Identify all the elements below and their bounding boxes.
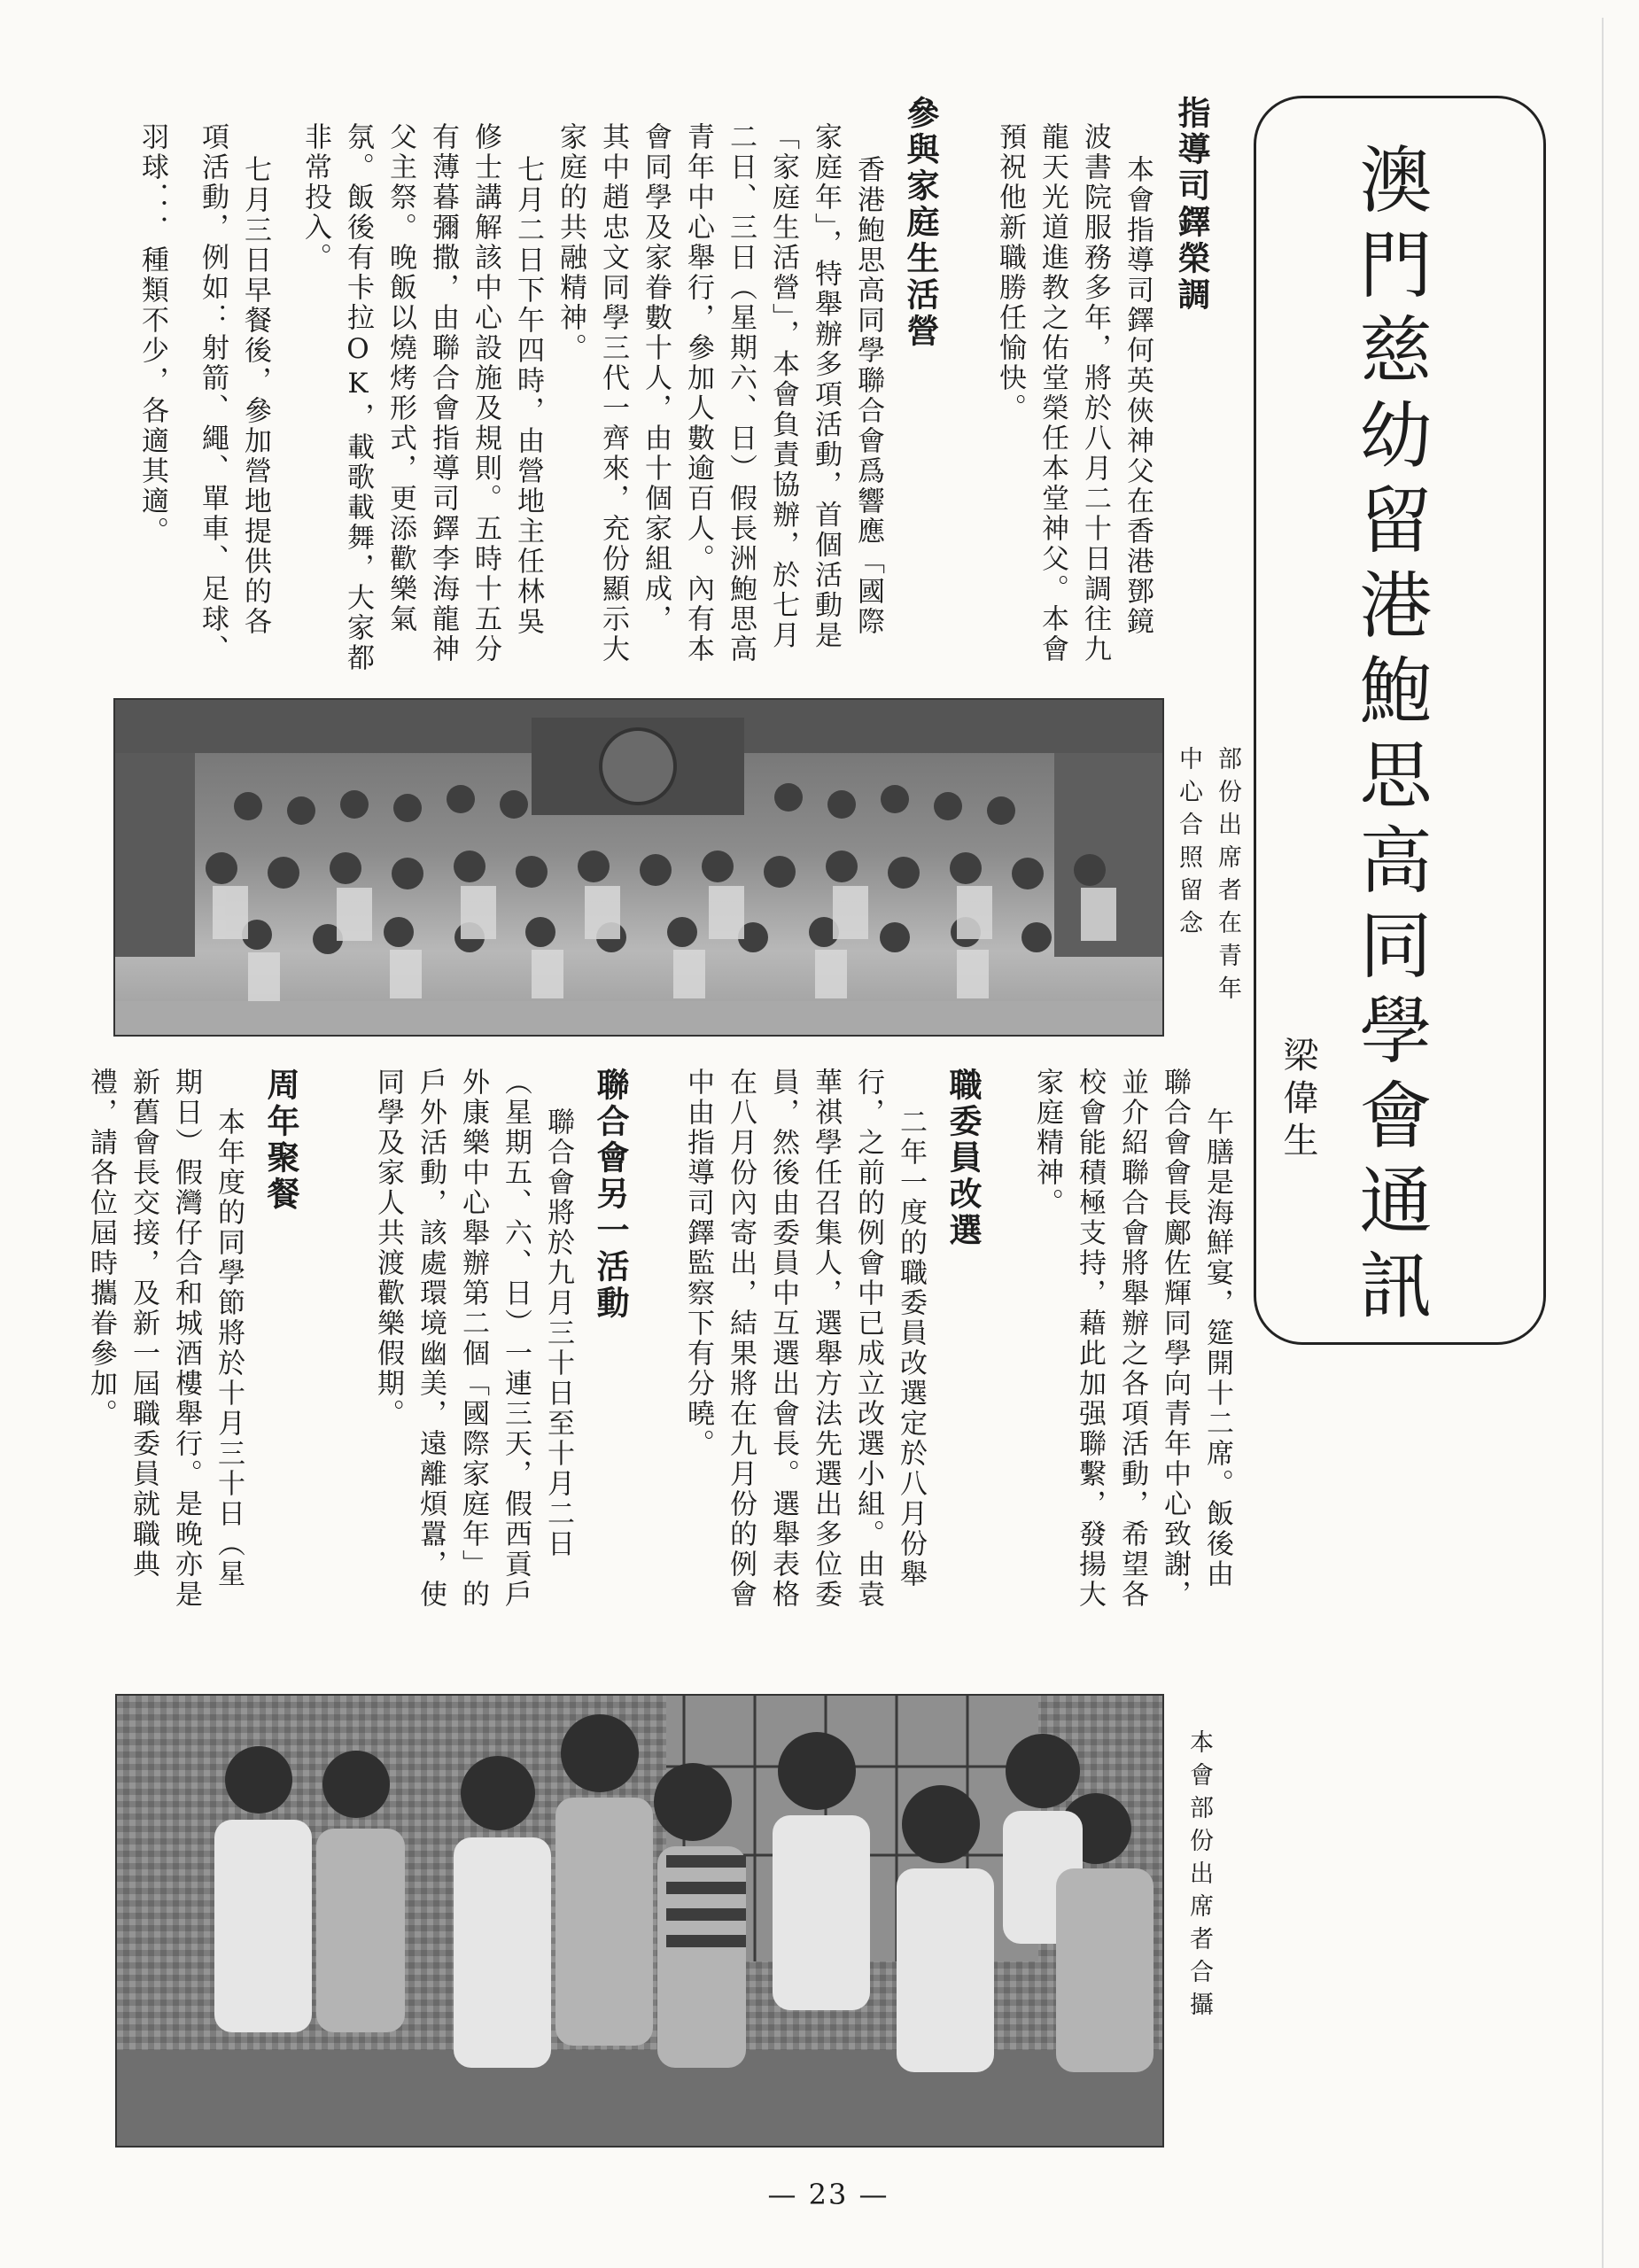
s3-line-1: 午膳是海鮮宴，筵開十二席。飯後由 [1201,1107,1233,1589]
s4-line-6: 中由指導司鐸監察下有分曉。 [682,1068,714,1459]
s2-line-7: 其中趙忠文同學三代一齊來，充份顯示大 [597,122,629,664]
s2-line-16: 項活動，例如：射箭、繩、單車、足球、 [197,122,229,664]
s2-line-9: 七月二日下午四時，由營地主任林吳 [512,155,544,637]
s5-line-2: （星期五、六、日）一連三天，假西貢戶 [500,1068,532,1610]
s2-line-3: 「家庭生活營」，本會負責協辦，於七月 [767,122,799,651]
author-name: 梁偉生 [1278,1037,1318,1164]
group-photo-youth-center [113,698,1164,1037]
s3-line-5: 家庭精神。 [1031,1068,1063,1218]
s2-line-14: 非常投入。 [299,122,331,273]
s5-line-3: 外康樂中心舉辦第二個「國際家庭年」的 [457,1068,489,1610]
s2-line-1: 香港鮑思高同學聯合會爲響應「國際 [852,155,884,637]
s6-line-1: 本年度的同學節將於十月三十日（星 [213,1107,245,1589]
s3-line-2: 聯合會會長鄺佐輝同學向青年中心致謝， [1159,1068,1191,1610]
s5-line-1: 聯合會將於九月三十日至十月二日 [542,1107,574,1559]
s2-line-11: 有薄暮彌撒，由聯合會指導司鐸李海龍神 [427,122,459,664]
s3-line-3: 並介紹聯合會將舉辦之各項活動，希望各 [1116,1068,1148,1610]
s4-line-1: 二年一度的職委員改選定於八月份舉 [895,1107,927,1589]
heading-s4: 職委員改選 [944,1068,983,1249]
photo1-caption-line-1: 部份出席者在青年 [1214,746,1241,1008]
scan-edge [1602,18,1604,2268]
s3-line-4: 校會能積極支持，藉此加强聯繫，發揚大 [1074,1068,1106,1610]
s6-line-2: 期日）假灣仔合和城酒樓舉行。是晚亦是 [170,1068,202,1610]
s6-line-4: 禮，請各位屆時攜眷參加。 [85,1068,117,1429]
heading-s1: 指導司鐸榮調 [1172,96,1211,314]
s1-line-4: 預祝他新職勝任愉快。 [994,122,1026,423]
s5-line-4: 戶外活動，該處環境幽美，遠離煩囂，使 [415,1068,447,1610]
s4-line-5: 在八月份內寄出，結果將在九月份的例會 [725,1068,757,1610]
s2-line-13: 氛。飯後有卡拉OK，載歌載舞，大家都 [342,122,374,673]
s5-line-5: 同學及家人共渡歡樂假期。 [372,1068,404,1429]
heading-s6: 周年聚餐 [261,1068,300,1213]
s6-line-3: 新舊會長交接，及新一屆職委員就職典 [128,1068,159,1580]
s2-line-2: 家庭年」，特舉辦多項活動，首個活動是 [810,122,842,651]
s2-line-10: 修士講解該中心設施及規則。五時十五分 [470,122,501,664]
s4-line-2: 行，之前的例會中已成立改選小組。由袁 [852,1068,884,1610]
s4-line-3: 華祺學任召集人，選舉方法先選出多位委 [810,1068,842,1610]
s2-line-6: 會同學及家眷數十人，由十個家組成， [640,122,672,634]
s1-line-2: 波書院服務多年，將於八月二十日調往九 [1079,122,1111,664]
members-photo-image [117,1696,1162,2146]
s2-line-15: 七月三日早餐後，參加營地提供的各 [239,155,271,637]
heading-s5: 聯合會另一活動 [591,1068,630,1322]
s2-line-17: 羽球．．．種類不少，各適其適。 [136,122,168,547]
s1-line-3: 龍天光道進教之佑堂榮任本堂神父。本會 [1037,122,1068,664]
members-photo [115,1694,1164,2148]
s2-line-12: 父主祭。晚飯以燒烤形式，更添歡樂氣 [385,122,416,634]
photo1-caption-line-2: 中心合照留念 [1175,746,1202,943]
s4-line-4: 員，然後由委員中互選出會長。選舉表格 [767,1068,799,1610]
page-title: 澳門慈幼留港鮑思高同學會通訊 [1348,142,1432,1332]
group-photo-image [115,700,1162,1035]
heading-s2: 參與家庭生活營 [901,96,940,350]
s2-line-8: 家庭的共融精神。 [555,122,586,363]
s2-line-5: 青年中心舉行，參加人數逾百人。內有本 [682,122,714,664]
page-number: — 23 — [767,2178,889,2211]
s2-line-4: 二日、三日（星期六、日）假長洲鮑思高 [725,122,757,664]
photo2-caption: 本會部份出席者合攝 [1185,1729,1213,2024]
s1-line-1: 本會指導司鐸何英俠神父在香港鄧鏡 [1122,155,1154,637]
